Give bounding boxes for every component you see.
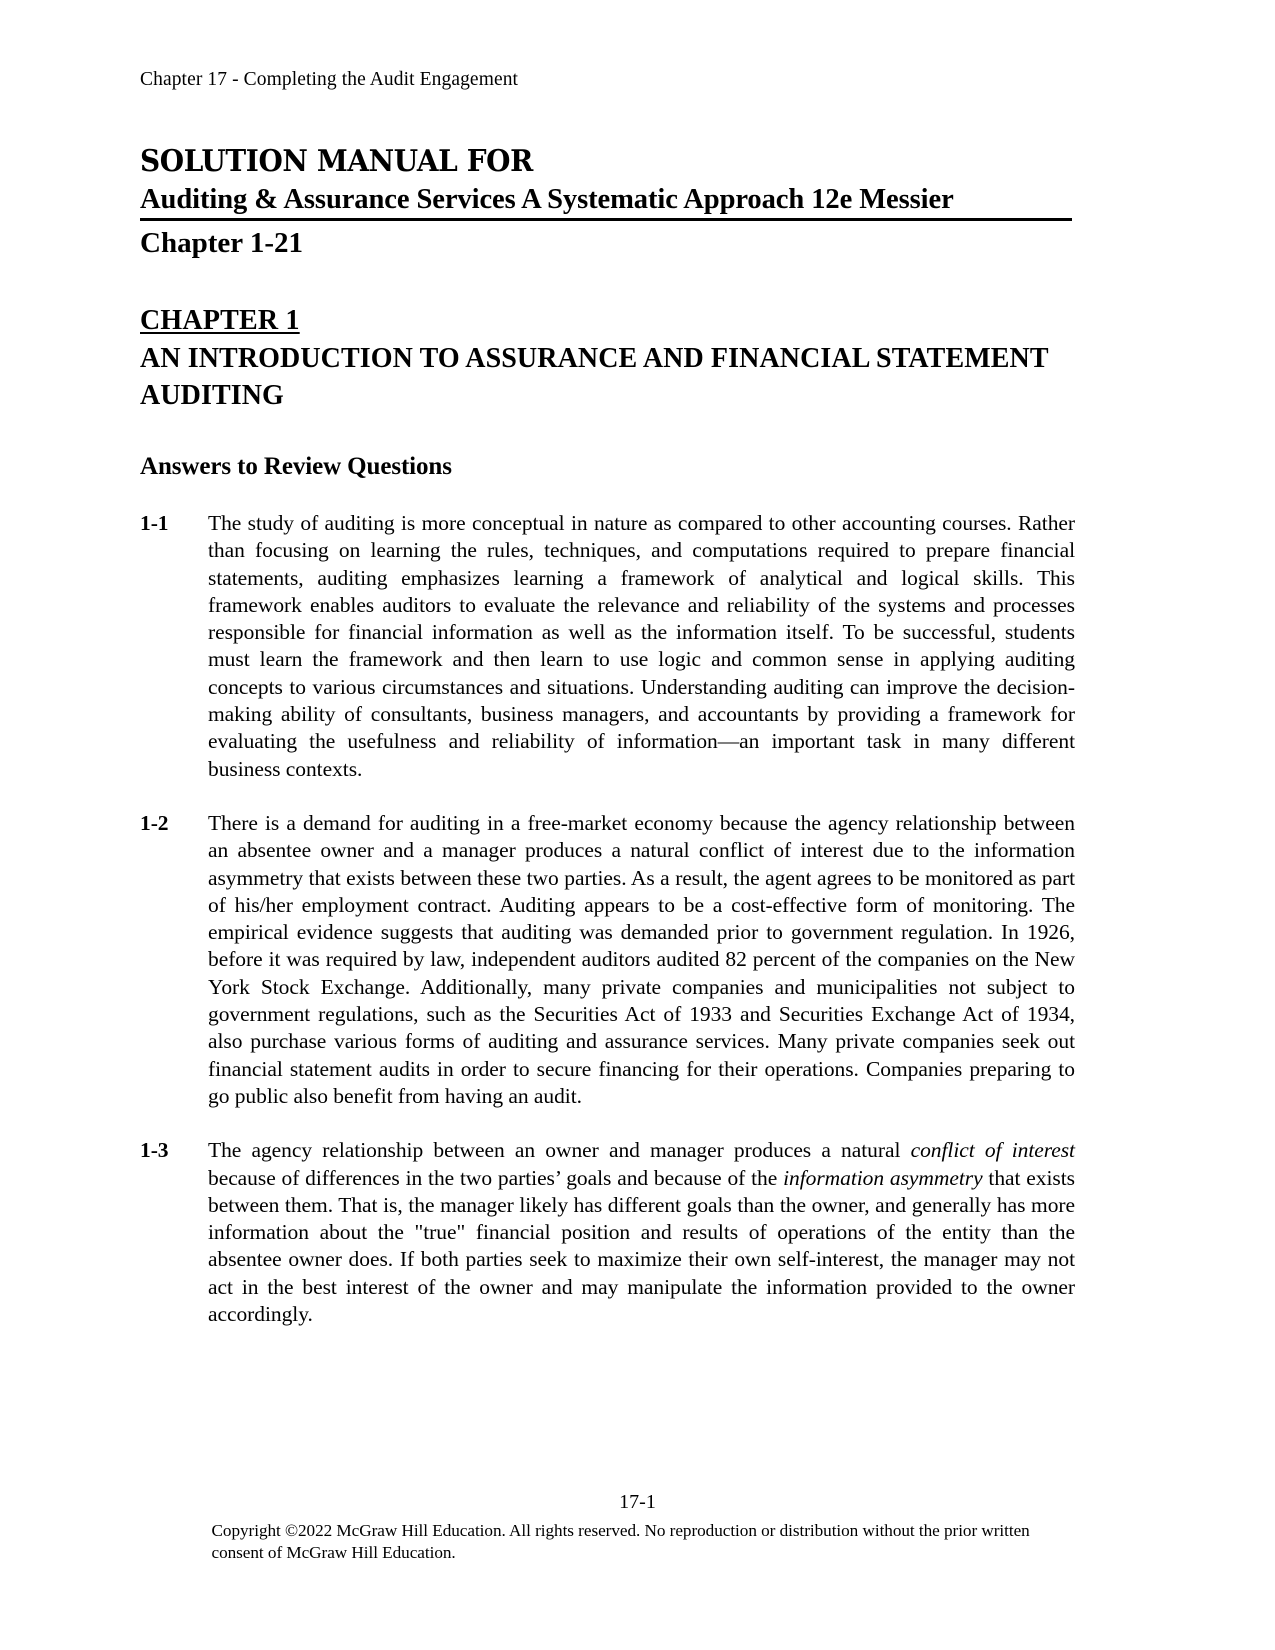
question-answer-text: There is a demand for auditing in a free-market economy because the agency relationship between an absentee owner and a manager produces a natural conflict of interest due to the information asymmetry that exists between these two parties. As a result, the agent agrees to be monitored as part of his/her employment contract. Auditing appears to be a cost-effective form of monitoring. The empirical evidence suggests that auditing was demanded prior to government regulation. In 1926, before it was required by law, independent auditors audited 82 percent of the companies on the New York Stock Exchange. Additionally, many private companies and municipalities not subject to government regulations, such as the Securities Act of 1933 and Securities Exchange Act of 1934, also purchase various forms of auditing and assurance services. Many private companies seek out financial statement audits in order to secure financing for their operations. Companies preparing to go public also benefit from having an audit. — [208, 810, 1075, 1108]
question-number: 1-1 — [140, 511, 169, 535]
title-underline-rule — [140, 218, 1072, 221]
review-question-item — [140, 510, 1075, 783]
question-answer-text: The agency relationship between an owner and manager produces a natural conflict of interest because of differences in the two parties’ goals and because of the information asymmetry that exists between them. That is, the manager likely has different goals than the owner, and generally has more information about the "true" financial position and results of operations of the entity than the absentee owner does. If both parties seek to maximize their own self-interest, the manager may not act in the best interest of the owner and may manipulate the information provided to the owner accordingly. — [208, 1138, 1075, 1327]
review-question-item — [140, 1137, 1075, 1328]
section-heading-answers: Answers to Review Questions — [140, 453, 452, 480]
solution-manual-title: SOLUTION MANUAL FOR — [140, 144, 533, 179]
chapter-range: Chapter 1-21 — [140, 226, 303, 259]
page-footer — [0, 1490, 1275, 1564]
page-number: 17-1 — [619, 1491, 656, 1513]
chapter-number: CHAPTER 1 — [140, 305, 300, 336]
question-answer-text: The study of auditing is more conceptual in nature as compared to other accounting courses. Rather than focusing on learning the rules, techniques, and computations required to prepare financial statements, auditing emphasizes learning a framework of analytical and logical skills. This framework enables auditors to evaluate the relevance and reliability of the systems and processes responsible for financial information as well as the information itself. To be successful, students must learn the framework and then learn to use logic and common sense in applying auditing concepts to various circumstances and situations. Understanding auditing can improve the decision-making ability of consultants, business managers, and accountants by providing a framework for evaluating the usefulness and reliability of information—an important task in many different business contexts. — [208, 511, 1075, 781]
question-number: 1-3 — [140, 1138, 169, 1163]
review-questions-list — [140, 510, 1075, 1328]
copyright-notice: Copyright ©2022 McGraw Hill Education. All rights reserved. No reproduction or distribution without the prior written consent of McGraw Hill Education. — [211, 1521, 1030, 1562]
book-title: Auditing & Assurance Services A Systematic Approach 12e Messier — [140, 182, 954, 215]
title-block — [140, 145, 1080, 261]
chapter-heading — [140, 303, 1080, 415]
chapter-title: AN INTRODUCTION TO ASSURANCE AND FINANCIAL STATEMENT AUDITING — [140, 343, 1049, 412]
running-header: Chapter 17 - Completing the Audit Engagement — [140, 69, 519, 90]
review-question-item — [140, 810, 1075, 1110]
question-number: 1-2 — [140, 810, 169, 835]
